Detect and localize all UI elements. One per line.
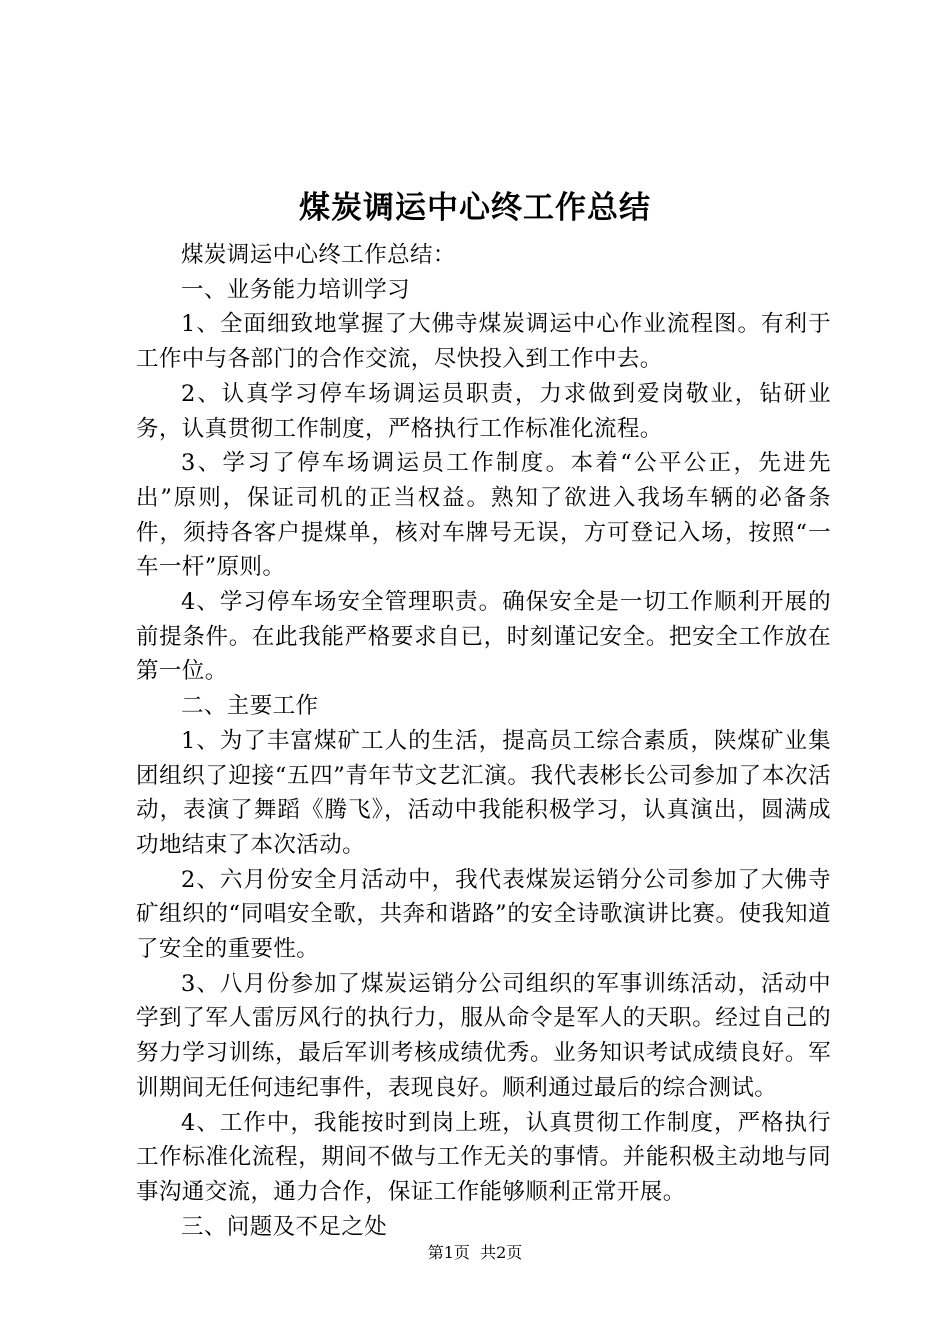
paragraph-intro: 煤炭调运中心终工作总结：	[181, 242, 456, 268]
paragraph-2-1: 1、为了丰富煤矿工人的生活，提高员工综合素质，陕煤矿业集团组织了迎接“五四”青年节文艺汇演。我代表彬长公司参加了本次活动，表演了舞蹈《腾飞》，活动中我能积极学习，认真演出，圆满成功地结束了本次活动。	[136, 727, 831, 858]
paragraph-2-4: 4、工作中，我能按时到岗上班，认真贯彻工作制度，严格执行工作标准化流程，期间不做与工作无关的事情。并能积极主动地与同事沟通交流，通力合作，保证工作能够顺利正常开展。	[136, 1109, 831, 1205]
paragraph-1-3: 3、学习了停车场调运员工作制度。本着“公平公正，先进先出”原则，保证司机的正当权益。熟知了欲进入我场车辆的必备条件，须持各客户提煤单，核对车牌号无误，方可登记入场，按照“一车一杆”原则。	[136, 450, 831, 581]
paragraph-1-1: 1、全面细致地掌握了大佛寺煤炭调运中心作业流程图。有利于工作中与各部门的合作交流，尽快投入到工作中去。	[136, 311, 831, 373]
paragraph-1-4: 4、学习停车场安全管理职责。确保安全是一切工作顺利开展的前提条件。在此我能严格要求自已，时刻谨记安全。把安全工作放在第一位。	[136, 589, 831, 685]
document-body	[136, 238, 831, 1244]
section-heading-1: 一、业务能力培训学习	[181, 276, 411, 303]
page-footer	[0, 1242, 950, 1264]
section-heading-2: 二、主要工作	[181, 693, 319, 720]
document-title: 煤炭调运中心终工作总结	[299, 190, 651, 226]
paragraph-2-2: 2、六月份安全月活动中，我代表煤炭运销分公司参加了大佛寺矿组织的“同唱安全歌，共奔和谐路”的安全诗歌演讲比赛。使我知道了安全的重要性。	[136, 866, 831, 963]
paragraph-2-3: 3、八月份参加了煤炭运销分公司组织的军事训练活动，活动中学到了军人雷厉风行的执行力，服从命令是军人的天职。经过自己的努力学习训练，最后军训考核成绩优秀。业务知识考试成绩良好。军训期间无任何违纪事件，表现良好。顺利通过最后的综合测试。	[136, 970, 831, 1101]
page-number: 第1页	[427, 1243, 470, 1262]
page-total: 共2页	[480, 1243, 523, 1262]
section-heading-3: 三、问题及不足之处	[181, 1213, 388, 1240]
paragraph-1-2: 2、认真学习停车场调运员职责，力求做到爱岗敬业，钻研业务，认真贯彻工作制度，严格执行工作标准化流程。	[136, 380, 831, 442]
